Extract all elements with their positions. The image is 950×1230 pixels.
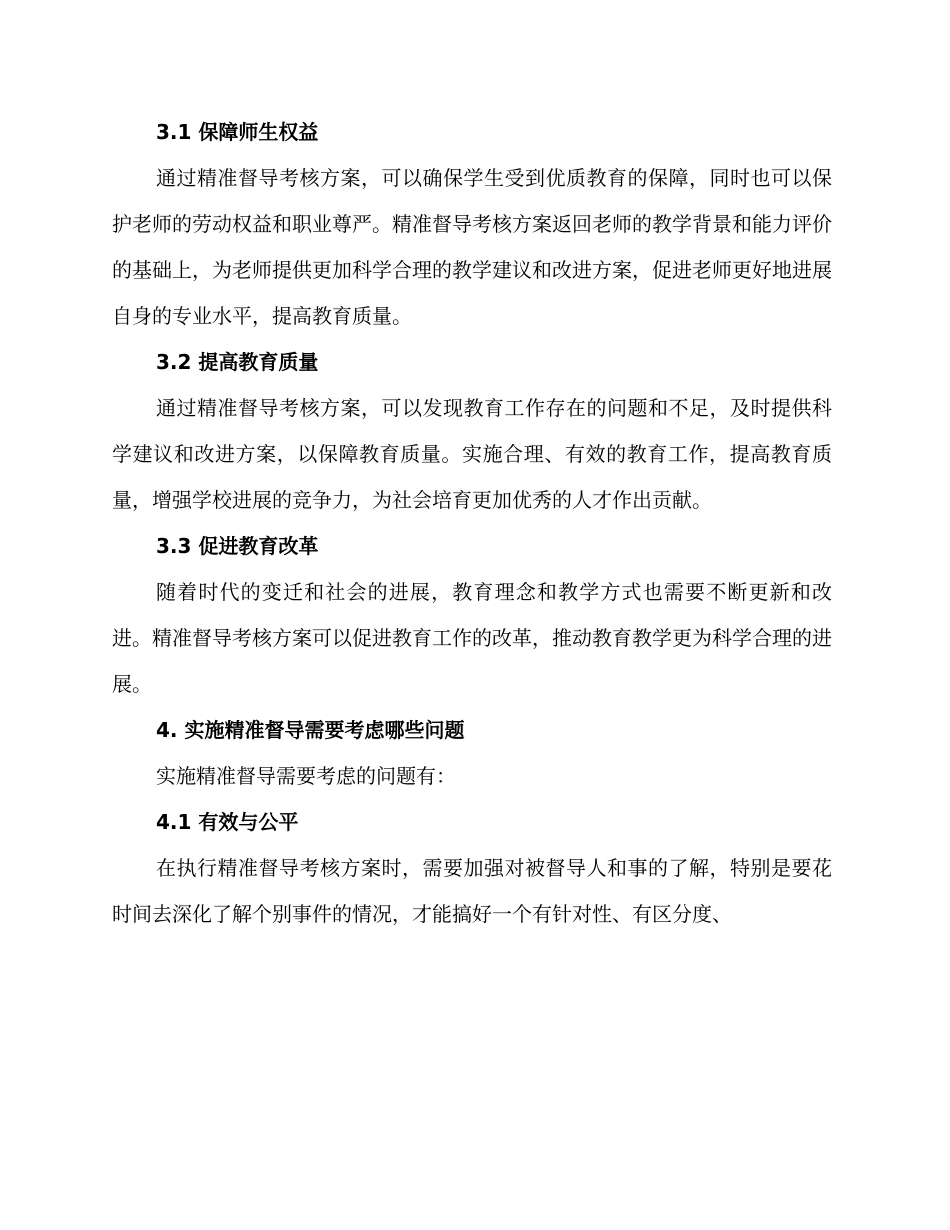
document-body: [112, 109, 832, 937]
section-4-1: [112, 799, 832, 937]
section-paragraph: 随着时代的变迁和社会的进展，教育理念和教学方式也需要不断更新和改进。精准督导考核方案可以促进教育工作的改革，推动教育教学更为科学合理的进展。: [112, 580, 832, 696]
section-heading: 3.1 保障师生权益: [156, 120, 319, 144]
section-paragraph: 在执行精准督导考核方案时，需要加强对被督导人和事的了解，特别是要花时间去深化了解个别事件的情况，才能搞好一个有针对性、有区分度、: [112, 856, 832, 926]
section-heading: 3.3 促进教育改革: [156, 534, 319, 558]
section-4: [112, 707, 832, 799]
section-paragraph: 实施精准督导需要考虑的问题有：: [156, 764, 456, 788]
section-paragraph: 通过精准督导考核方案，可以确保学生受到优质教育的保障，同时也可以保护老师的劳动权益和职业尊严。精准督导考核方案返回老师的教学背景和能力评价的基础上，为老师提供更加科学合理的教学建议和改进方案，促进老师更好地进展自身的专业水平，提高教育质量。: [112, 166, 832, 328]
section-3-2: [112, 339, 832, 523]
section-3-3: [112, 523, 832, 707]
section-heading: 3.2 提高教育质量: [156, 350, 319, 374]
section-heading: 4.1 有效与公平: [156, 810, 299, 834]
section-heading: 4. 实施精准督导需要考虑哪些问题: [156, 718, 465, 742]
section-3-1: [112, 109, 832, 339]
section-paragraph: 通过精准督导考核方案，可以发现教育工作存在的问题和不足，及时提供科学建议和改进方案，以保障教育质量。实施合理、有效的教育工作，提高教育质量，增强学校进展的竞争力，为社会培育更加优秀的人才作出贡献。: [112, 396, 832, 512]
